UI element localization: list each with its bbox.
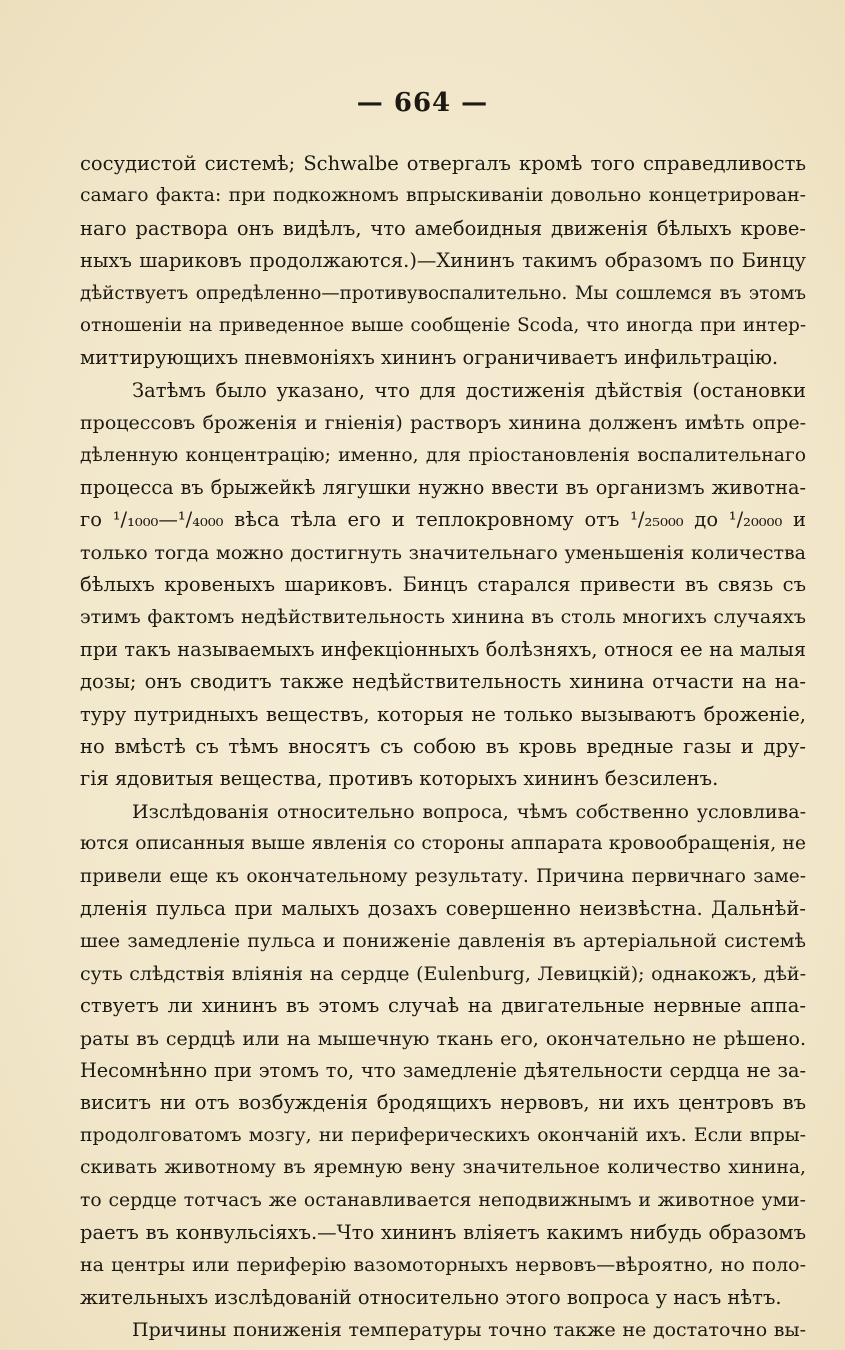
text-line: шее замедленіе пульса и пониженіе давленія въ артеріальной системѣ	[80, 930, 806, 953]
text-line: бѣлыхъ кровеныхъ шариковъ. Бинцъ старался привести въ связь съ	[80, 573, 806, 597]
paragraph	[80, 796, 806, 1314]
text-line: только тогда можно достигнуть значительнаго уменьшенія количества	[80, 541, 806, 564]
text-line: при такъ называемыхъ инфекціонныхъ болѣзняхъ, относя ее на малыя	[80, 637, 806, 661]
text-line: ныхъ шариковъ продолжаются.)—Хининъ такимъ образомъ по Бинцу	[80, 249, 806, 273]
text-line: гія ядовитыя вещества, противъ которыхъ хининъ безсиленъ.	[80, 767, 719, 791]
text-line: виситъ ни отъ возбужденія бродящихъ нервовъ, ни ихъ центровъ въ	[80, 1091, 806, 1115]
text-line: суть слѣдствія вліянія на сердце (Eulenburg, Левицкій); однакожъ, дѣй-	[80, 962, 806, 985]
text-line: Изслѣдованія относительно вопроса, чѣмъ собственно условлива-	[132, 800, 806, 823]
text-line: Несомнѣнно при этомъ то, что замедленіе дѣятельности сердца не за-	[80, 1058, 806, 1082]
paragraph	[80, 148, 806, 375]
text-line: дѣйствуетъ опредѣленно—противувоспалительно. Мы сошлемся въ этомъ	[80, 282, 806, 304]
body-text	[80, 148, 806, 1346]
text-line: раты въ сердцѣ или на мышечную ткань его, окончательно не рѣшено.	[80, 1027, 806, 1050]
text-line: процесса въ брыжейкѣ лягушки нужно ввести въ организмъ животна-	[80, 475, 806, 499]
text-line: отношеніи на приведенное выше сообщеніе Scoda, что иногда при интер-	[80, 314, 806, 336]
text-line: миттирующихъ пневмоніяхъ хининъ ограничиваетъ инфильтрацію.	[80, 346, 779, 370]
text-line: скивать животному въ яремную вену значительное количество хинина,	[80, 1157, 806, 1179]
text-line: го ¹/₁₀₀₀—¹/₄₀₀₀ вѣса тѣла его и теплокровному отъ ¹/₂₅₀₀₀ до ¹/₂₀₀₀₀ и	[80, 508, 806, 532]
text-line: сосудистой системѣ; Schwalbe отвергалъ кромѣ того справедливость	[80, 152, 806, 175]
paragraph	[80, 1314, 806, 1346]
text-line: процессовъ броженія и гніенія) растворъ хинина долженъ имѣть опре-	[80, 412, 806, 435]
text-line: самаго факта: при подкожномъ впрыскиваніи довольно концетрирован-	[80, 185, 806, 207]
text-line: дѣленную концентрацію; именно, для пріостановленія воспалительнаго	[80, 444, 806, 466]
text-line: Причины пониженія температуры точно также не достаточно вы-	[132, 1319, 806, 1342]
text-line: наго раствора онъ видѣлъ, что амебоидныя движенія бѣлыхъ крове-	[80, 216, 806, 240]
page-number: — 664 —	[356, 88, 489, 118]
text-line: жительныхъ изслѣдованій относительно этого вопроса у насъ нѣтъ.	[80, 1285, 782, 1309]
text-line: туру путридныхъ веществъ, которыя не только вызываютъ броженіе,	[80, 702, 806, 726]
text-line: дленія пульса при малыхъ дозахъ совершенно неизвѣстна. Дальнѣй-	[80, 896, 806, 920]
text-line: раетъ въ конвульсіяхъ.—Что хининъ вліяетъ какимъ нибудь образомъ	[80, 1220, 806, 1244]
text-line: этимъ фактомъ недѣйствительность хинина въ столь многихъ случаяхъ	[80, 606, 806, 629]
text-line: на центры или периферію вазомоторныхъ нервовъ—вѣроятно, но поло-	[80, 1254, 806, 1277]
text-line: то сердце тотчасъ же останавливается неподвижнымъ и животное уми-	[80, 1189, 806, 1211]
text-line: Затѣмъ было указано, что для достиженія дѣйствія (остановки	[132, 378, 806, 402]
text-line: дозы; онъ сводитъ также недѣйствительность хинина отчасти на на-	[80, 670, 806, 694]
text-line: ются описанныя выше явленія со стороны аппарата кровообращенія, не	[80, 833, 806, 855]
text-line: но вмѣстѣ съ тѣмъ вносятъ съ собою въ кровь вредные газы и дру-	[80, 735, 806, 759]
text-line: привели еще къ окончательному результату. Причина первичнаго заме-	[80, 865, 806, 887]
paragraph	[80, 375, 806, 796]
text-line: ствуетъ ли хининъ въ этомъ случаѣ на двигательные нервные аппа-	[80, 994, 806, 1018]
text-line: продолговатомъ мозгу, ни периферическихъ окончаній ихъ. Если впры-	[80, 1124, 806, 1146]
